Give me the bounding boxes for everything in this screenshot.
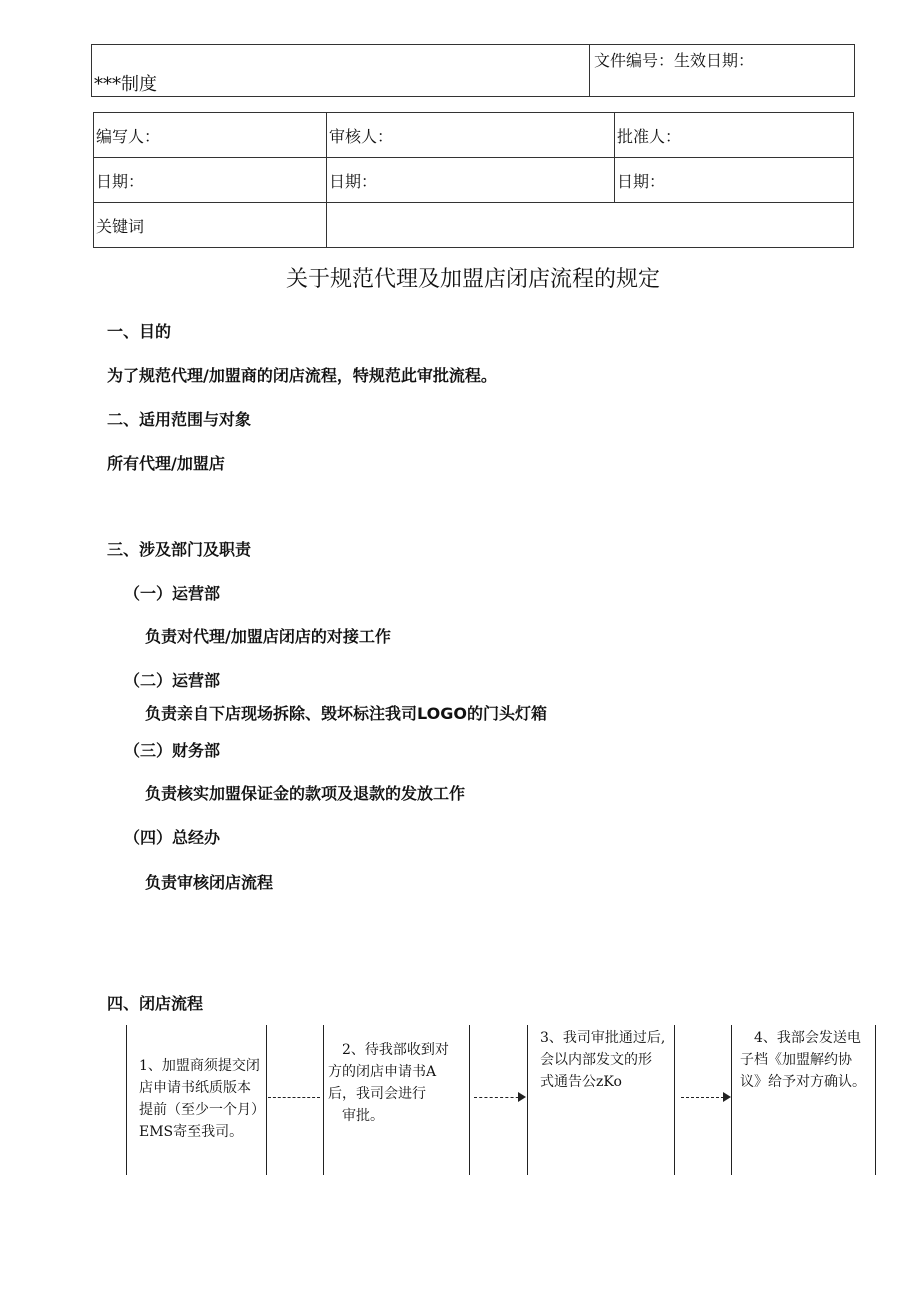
flow-step-4-line: 议》给予对方确认。 xyxy=(740,1074,866,1090)
section-3-heading: 三、涉及部门及职责 xyxy=(107,540,252,559)
flow-step-2-line: 方的闭店申请书A xyxy=(328,1064,437,1080)
flow-connector-2-3 xyxy=(474,1097,524,1108)
writer-date-cell: 日期： xyxy=(94,158,327,203)
section-2-text: 所有代理/加盟店 xyxy=(107,454,225,473)
flow-step-1-line: EMS寄至我司。 xyxy=(139,1124,244,1140)
section-1-text: 为了规范代理/加盟商的闭店流程，特规范此审批流程。 xyxy=(107,366,497,385)
flow-step-1-line: 提前（至少一个月） xyxy=(139,1102,265,1118)
header-left-cell xyxy=(92,45,590,96)
approval-info-table xyxy=(93,112,854,248)
dept-1-heading: （一）运营部 xyxy=(124,584,221,603)
flow-step-3-line: 会以内部发文的形 xyxy=(540,1052,652,1068)
system-name: ***制度 xyxy=(94,74,157,95)
dept-4-heading: （四）总经办 xyxy=(124,828,221,847)
flow-connector-1-2 xyxy=(268,1097,320,1108)
document-title: 关于规范代理及加盟店闭店流程的规定 xyxy=(285,267,660,292)
flow-connector-3-4 xyxy=(681,1097,729,1108)
writer-cell: 编写人： xyxy=(94,113,327,158)
flow-step-4-line: 子档《加盟解约协 xyxy=(740,1052,852,1068)
flow-step-2-line: 2、待我部收到对 xyxy=(342,1042,449,1058)
flow-step-2 xyxy=(323,1025,470,1175)
flow-step-1-line: 1、加盟商须提交闭 xyxy=(139,1058,260,1074)
arrowhead-icon xyxy=(518,1092,526,1102)
dept-2-heading: （二）运营部 xyxy=(124,671,221,690)
keywords-value-cell xyxy=(327,203,854,248)
arrowhead-icon xyxy=(723,1092,731,1102)
keywords-label-cell: 关键词 xyxy=(94,203,327,248)
section-2-heading: 二、适用范围与对象 xyxy=(107,410,252,429)
flow-step-2-line: 审批。 xyxy=(342,1108,384,1124)
dept-1-text: 负责对代理/加盟店闭店的对接工作 xyxy=(145,627,391,646)
approver-date-cell: 日期： xyxy=(615,158,854,203)
flow-step-2-line: 后，我司会进行 xyxy=(328,1086,426,1102)
flow-step-3-line: 式通告公zKo xyxy=(540,1074,622,1090)
section-1-heading: 一、目的 xyxy=(107,322,172,341)
document-header-box xyxy=(91,44,855,97)
approver-cell: 批准人： xyxy=(615,113,854,158)
flow-step-3 xyxy=(527,1025,675,1175)
dept-2-text: 负责亲自下店现场拆除、毁坏标注我司LOGO的门头灯箱 xyxy=(145,704,547,723)
dept-4-text: 负责审核闭店流程 xyxy=(145,873,274,892)
flow-step-3-line: 3、我司审批通过后, xyxy=(540,1030,666,1046)
flow-step-4-line: 4、我部会发送电 xyxy=(754,1030,861,1046)
flow-step-1-line: 店申请书纸质版本 xyxy=(139,1080,251,1096)
flow-step-4 xyxy=(731,1025,876,1175)
reviewer-date-cell: 日期： xyxy=(327,158,615,203)
section-4-heading: 四、闭店流程 xyxy=(107,994,204,1013)
file-number-label: 文件编号：生效日期： xyxy=(594,51,755,70)
reviewer-cell: 审核人： xyxy=(327,113,615,158)
flow-step-1 xyxy=(126,1025,267,1175)
dept-3-text: 负责核实加盟保证金的款项及退款的发放工作 xyxy=(145,784,466,803)
dept-3-heading: （三）财务部 xyxy=(124,741,221,760)
